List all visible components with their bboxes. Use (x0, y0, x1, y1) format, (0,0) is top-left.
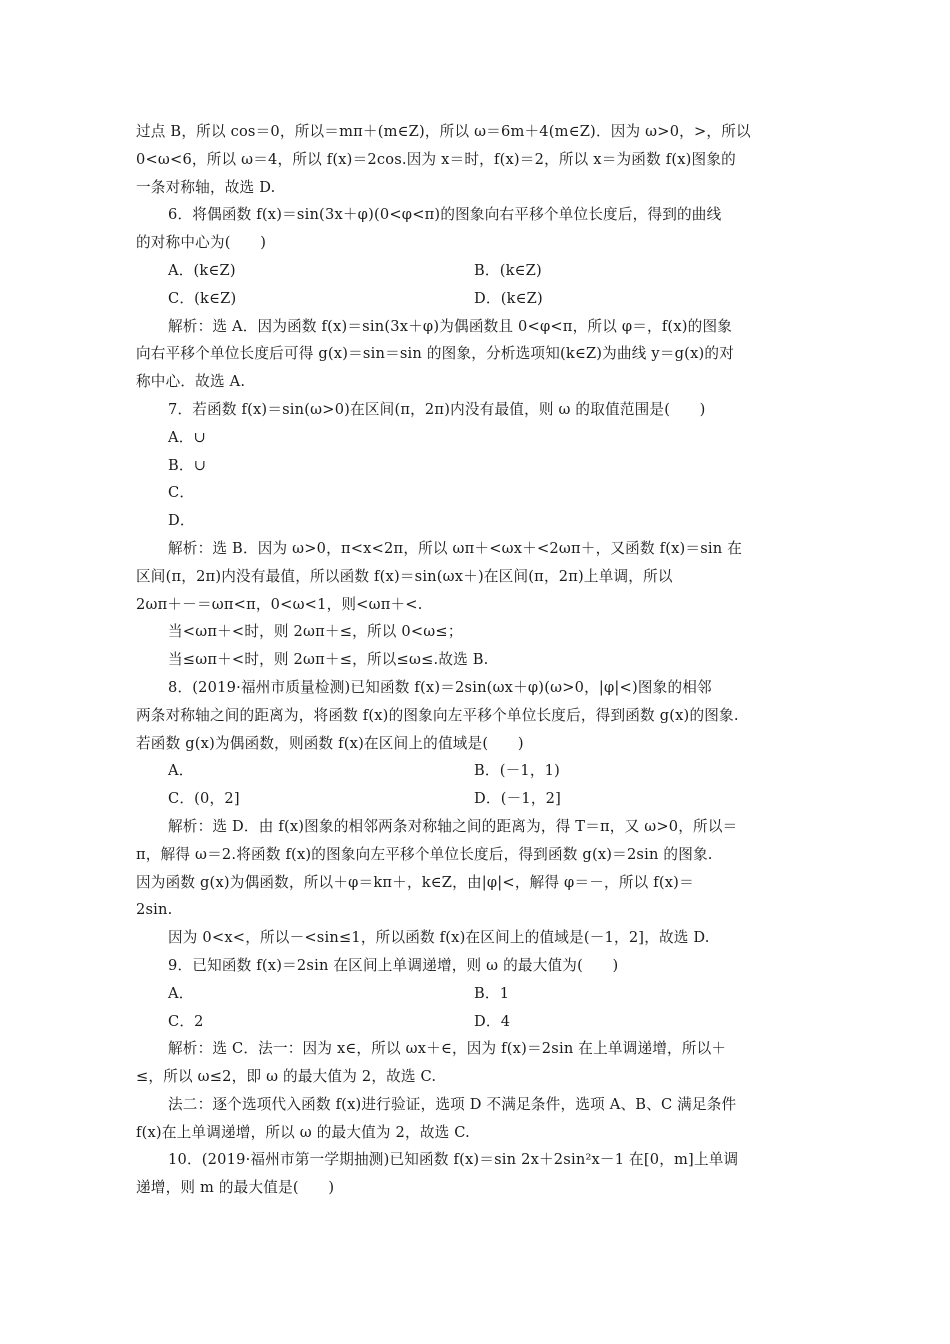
option-row (136, 980, 816, 1008)
text-line: 0<ω<6，所以 ω＝4，所以 f(x)＝2cos.因为 x＝时，f(x)＝2，所以 x＝为函数 f(x)图象的 (136, 150, 736, 168)
option-row (136, 1008, 816, 1036)
text-line: 一条对称轴，故选 D. (136, 178, 276, 196)
option-item: A．(k∈Z) (168, 261, 236, 279)
text-line: 10．(2019·福州市第一学期抽测)已知函数 f(x)＝sin 2x＋2sin²x－1 在[0，m]上单调 (168, 1151, 739, 1169)
option-item: B．1 (474, 984, 510, 1002)
text-line: 解析：选 A．因为函数 f(x)＝sin(3x＋φ)为偶函数且 0<φ<π，所以 φ＝，f(x)的图象 (168, 317, 733, 335)
text-line: 当<ωπ＋<时，则 2ωπ＋≤，所以 0<ω≤； (168, 623, 463, 641)
text-line: 7．若函数 f(x)＝sin(ω>0)在区间(π，2π)内没有最值，则 ω 的取值范围是( ) (168, 400, 706, 418)
option-item: C．2 (168, 1012, 204, 1030)
text-line: 法二：逐个选项代入函数 f(x)进行验证，选项 D 不满足条件，选项 A、B、C 满足条件 (168, 1095, 737, 1113)
text-line: π，解得 ω＝2.将函数 f(x)的图象向左平移个单位长度后，得到函数 g(x)＝2sin 的图象. (136, 845, 713, 863)
text-line: C． (168, 484, 195, 502)
document-page (136, 118, 816, 1202)
text-line: f(x)在上单调递增，所以 ω 的最大值为 2，故选 C. (136, 1123, 470, 1141)
text-line: 称中心．故选 A. (136, 373, 246, 391)
text-line: 向右平移个单位长度后可得 g(x)＝sin＝sin 的图象，分析选项知(k∈Z)为曲线 y＝g(x)的对 (136, 345, 734, 363)
text-line: 8．(2019·福州市质量检测)已知函数 f(x)＝2sin(ωx＋φ)(ω>0，|φ|<)图象的相邻 (168, 678, 712, 696)
text-line: D． (168, 512, 195, 530)
text-line: B．∪ (168, 456, 207, 474)
option-item: A． (168, 984, 194, 1002)
text-line: 2sin. (136, 901, 173, 919)
text-line: ≤，所以 ω≤2，即 ω 的最大值为 2，故选 C. (136, 1068, 437, 1086)
document-body (136, 118, 816, 1202)
text-line: 两条对称轴之间的距离为，将函数 f(x)的图象向左平移个单位长度后，得到函数 g(x)的图象. (136, 706, 739, 724)
text-line: 9．已知函数 f(x)＝2sin 在区间上单调递增，则 ω 的最大值为( ) (168, 956, 619, 974)
option-item: C．(k∈Z) (168, 289, 237, 307)
text-line: 若函数 g(x)为偶函数，则函数 f(x)在区间上的值域是( ) (136, 734, 524, 752)
text-line: 解析：选 B．因为 ω>0，π<x<2π，所以 ωπ＋<ωx＋<2ωπ＋，又函数 f(x)＝sin 在 (168, 539, 742, 557)
option-item: C．(0，2] (168, 790, 240, 808)
text-line: 因为 0<x<，所以－<sin≤1，所以函数 f(x)在区间上的值域是(－1，2]，故选 D. (168, 929, 710, 947)
option-item: D．4 (474, 1012, 511, 1030)
option-row (136, 257, 816, 285)
option-row (136, 285, 816, 313)
option-row (136, 785, 816, 813)
option-row (136, 757, 816, 785)
option-item: D．(－1，2] (474, 790, 562, 808)
text-line: A．∪ (168, 428, 206, 446)
option-item: A． (168, 762, 194, 780)
text-line: 递增，则 m 的最大值是( ) (136, 1179, 335, 1197)
text-line: 2ωπ＋－＝ωπ<π，0<ω<1，则<ωπ＋<. (136, 595, 423, 613)
text-line: 解析：选 D．由 f(x)图象的相邻两条对称轴之间的距离为，得 T＝π，又 ω>0，所以＝ (168, 817, 738, 835)
text-line: 6．将偶函数 f(x)＝sin(3x＋φ)(0<φ<π)的图象向右平移个单位长度后，得到的曲线 (168, 206, 722, 224)
text-line: 过点 B，所以 cos＝0，所以＝mπ＋(m∈Z)，所以 ω＝6m＋4(m∈Z)．因为 ω>0，>，所以 (136, 123, 751, 140)
text-line: 解析：选 C．法一：因为 x∈，所以 ωx＋∈，因为 f(x)＝2sin 在上单调递增，所以＋ (168, 1040, 727, 1058)
text-line: 当≤ωπ＋<时，则 2ωπ＋≤，所以≤ω≤.故选 B. (168, 651, 489, 669)
option-item: B．(k∈Z) (474, 261, 542, 279)
option-item: B．(－1，1) (474, 762, 561, 780)
text-line: 因为函数 g(x)为偶函数，所以＋φ＝kπ＋，k∈Z，由|φ|<，解得 φ＝－，所以 f(x)＝ (136, 873, 694, 891)
option-item: D．(k∈Z) (474, 289, 543, 307)
text-line: 的对称中心为( ) (136, 234, 267, 252)
text-line: 区间(π，2π)内没有最值，所以函数 f(x)＝sin(ωx＋)在区间(π，2π)上单调，所以 (136, 567, 673, 585)
